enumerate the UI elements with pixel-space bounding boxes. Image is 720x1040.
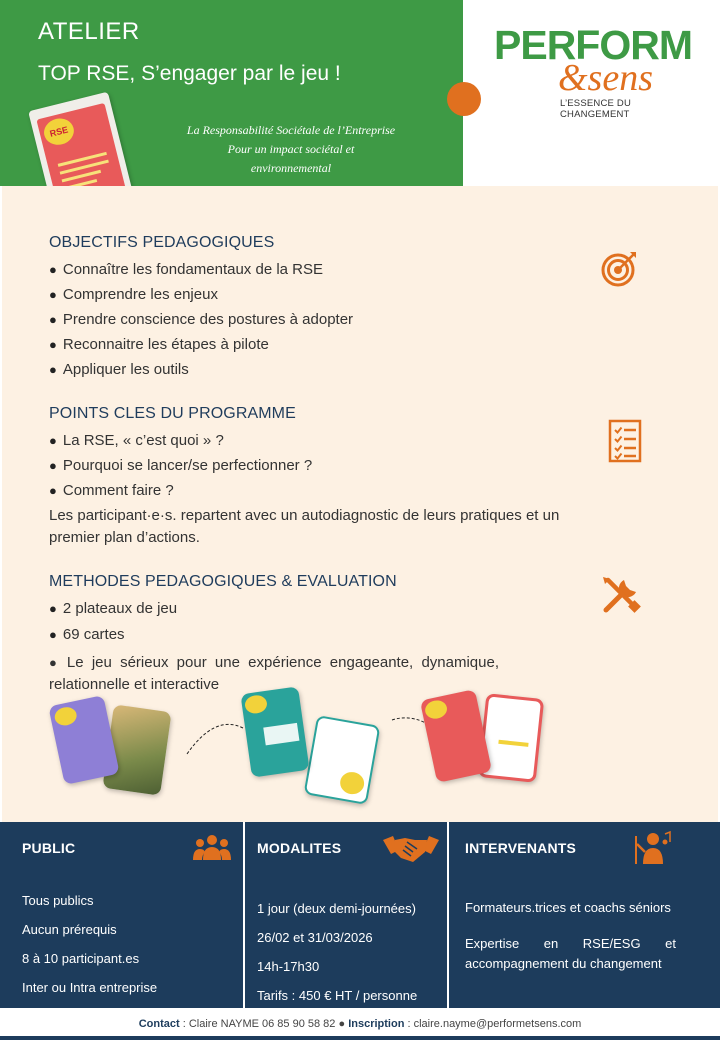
inscription-label: Inscription: [348, 1018, 405, 1030]
contact-bar: Contact : Claire NAYME 06 85 90 58 82 ● Inscription : claire.nayme@performetsens.com: [0, 1008, 720, 1040]
logo-word: PERFORM: [494, 22, 692, 68]
main-content: [0, 186, 720, 822]
modalites-title: MODALITES: [257, 840, 342, 856]
modalites-line: 26/02 et 31/03/2026: [257, 930, 373, 945]
tagline-line: La Responsabilité Sociétale de l’Entreprise: [186, 123, 396, 137]
handshake-icon: [383, 832, 439, 866]
speaker-icon: [633, 830, 673, 866]
list-item: ● Reconnaitre les étapes à pilote: [49, 336, 269, 353]
contact-value[interactable]: Claire NAYME 06 85 90 58 82: [188, 1018, 336, 1030]
list-item: ● Appliquer les outils: [49, 361, 189, 378]
modalites-line: 14h-17h30: [257, 959, 320, 974]
methodes-title: METHODES PEDAGOGIQUES & EVALUATION: [49, 573, 397, 590]
tagline: [160, 121, 422, 178]
inscription-email-link[interactable]: claire.nayme@performetsens.com: [413, 1018, 582, 1030]
objectifs-title: OBJECTIFS PEDAGOGIQUES: [49, 234, 275, 251]
intervenants-column: [449, 822, 720, 1008]
list-item: ● Comment faire ?: [49, 482, 174, 499]
perform-sens-logo: [492, 22, 702, 122]
game-box-illustration: RSE: [28, 92, 134, 217]
methodes-section: [49, 573, 609, 696]
programme-paragraph: Les participant·e·s. repartent avec un autodiagnostic de leurs pratiques et un premier plan d’actions.: [49, 507, 560, 546]
page-title: TOP RSE, S’engager par le jeu !: [38, 62, 341, 85]
programme-section: [49, 405, 609, 549]
public-line: Inter ou Intra entreprise: [22, 980, 158, 995]
tagline-line: environnemental: [250, 161, 332, 175]
programme-title: POINTS CLES DU PROGRAMME: [49, 405, 296, 422]
logo-sens: &sens: [558, 57, 653, 99]
intervenants-title: INTERVENANTS: [465, 840, 577, 856]
public-line: Aucun prérequis: [22, 922, 117, 937]
header: [0, 0, 720, 186]
tools-icon: [600, 574, 642, 616]
dashed-connector: [185, 718, 245, 758]
info-panel: [0, 822, 720, 1008]
objectifs-section: [49, 234, 609, 382]
list-item: ● 69 cartes: [49, 626, 125, 643]
public-line: Tous publics: [22, 893, 94, 908]
group-icon: [192, 834, 232, 862]
public-column: [0, 822, 243, 1008]
list-item: ● La RSE, « c’est quoi » ?: [49, 432, 224, 449]
bottom-rule: [0, 1036, 720, 1040]
intervenants-line: Formateurs.trices et coachs séniors: [465, 900, 671, 915]
methodes-list: [49, 596, 609, 648]
intervenants-line: Expertise en RSE/ESG et accompagnement du changement: [465, 936, 676, 971]
list-item: ● Connaître les fondamentaux de la RSE: [49, 261, 324, 278]
modalites-line: Tarifs : 450 € HT / personne: [257, 988, 418, 1003]
tagline-line: Pour un impact sociétal et: [227, 142, 355, 156]
card-image: [420, 689, 492, 783]
cards-illustration: [50, 680, 670, 810]
list-item: ● Le jeu sérieux pour une expérience engageante, dynamique, relationnelle et interactive: [49, 654, 499, 693]
programme-list: [49, 428, 609, 503]
target-icon: [600, 248, 640, 288]
contact-label: Contact: [138, 1018, 180, 1030]
orange-dot-decoration: [447, 82, 481, 116]
checklist-icon: [608, 419, 642, 463]
separator: ●: [338, 1018, 346, 1030]
card-image: [304, 715, 381, 805]
card-image: [240, 686, 309, 777]
atelier-label: ATELIER: [38, 18, 140, 45]
modalites-column: [245, 822, 447, 1008]
logo-subtitle: L’ESSENCE DU CHANGEMENT: [560, 98, 632, 120]
modalites-line: 1 jour (deux demi-journées): [257, 901, 416, 916]
objectifs-list: [49, 257, 609, 382]
public-line: 8 à 10 participant.es: [22, 951, 140, 966]
list-item: ● Pourquoi se lancer/se perfectionner ?: [49, 457, 313, 474]
card-image: [48, 695, 119, 785]
list-item: ● 2 plateaux de jeu: [49, 600, 178, 617]
list-item: ● Comprendre les enjeux: [49, 286, 218, 303]
list-item: ● Prendre conscience des postures à adopter: [49, 311, 354, 328]
public-title: PUBLIC: [22, 840, 76, 856]
